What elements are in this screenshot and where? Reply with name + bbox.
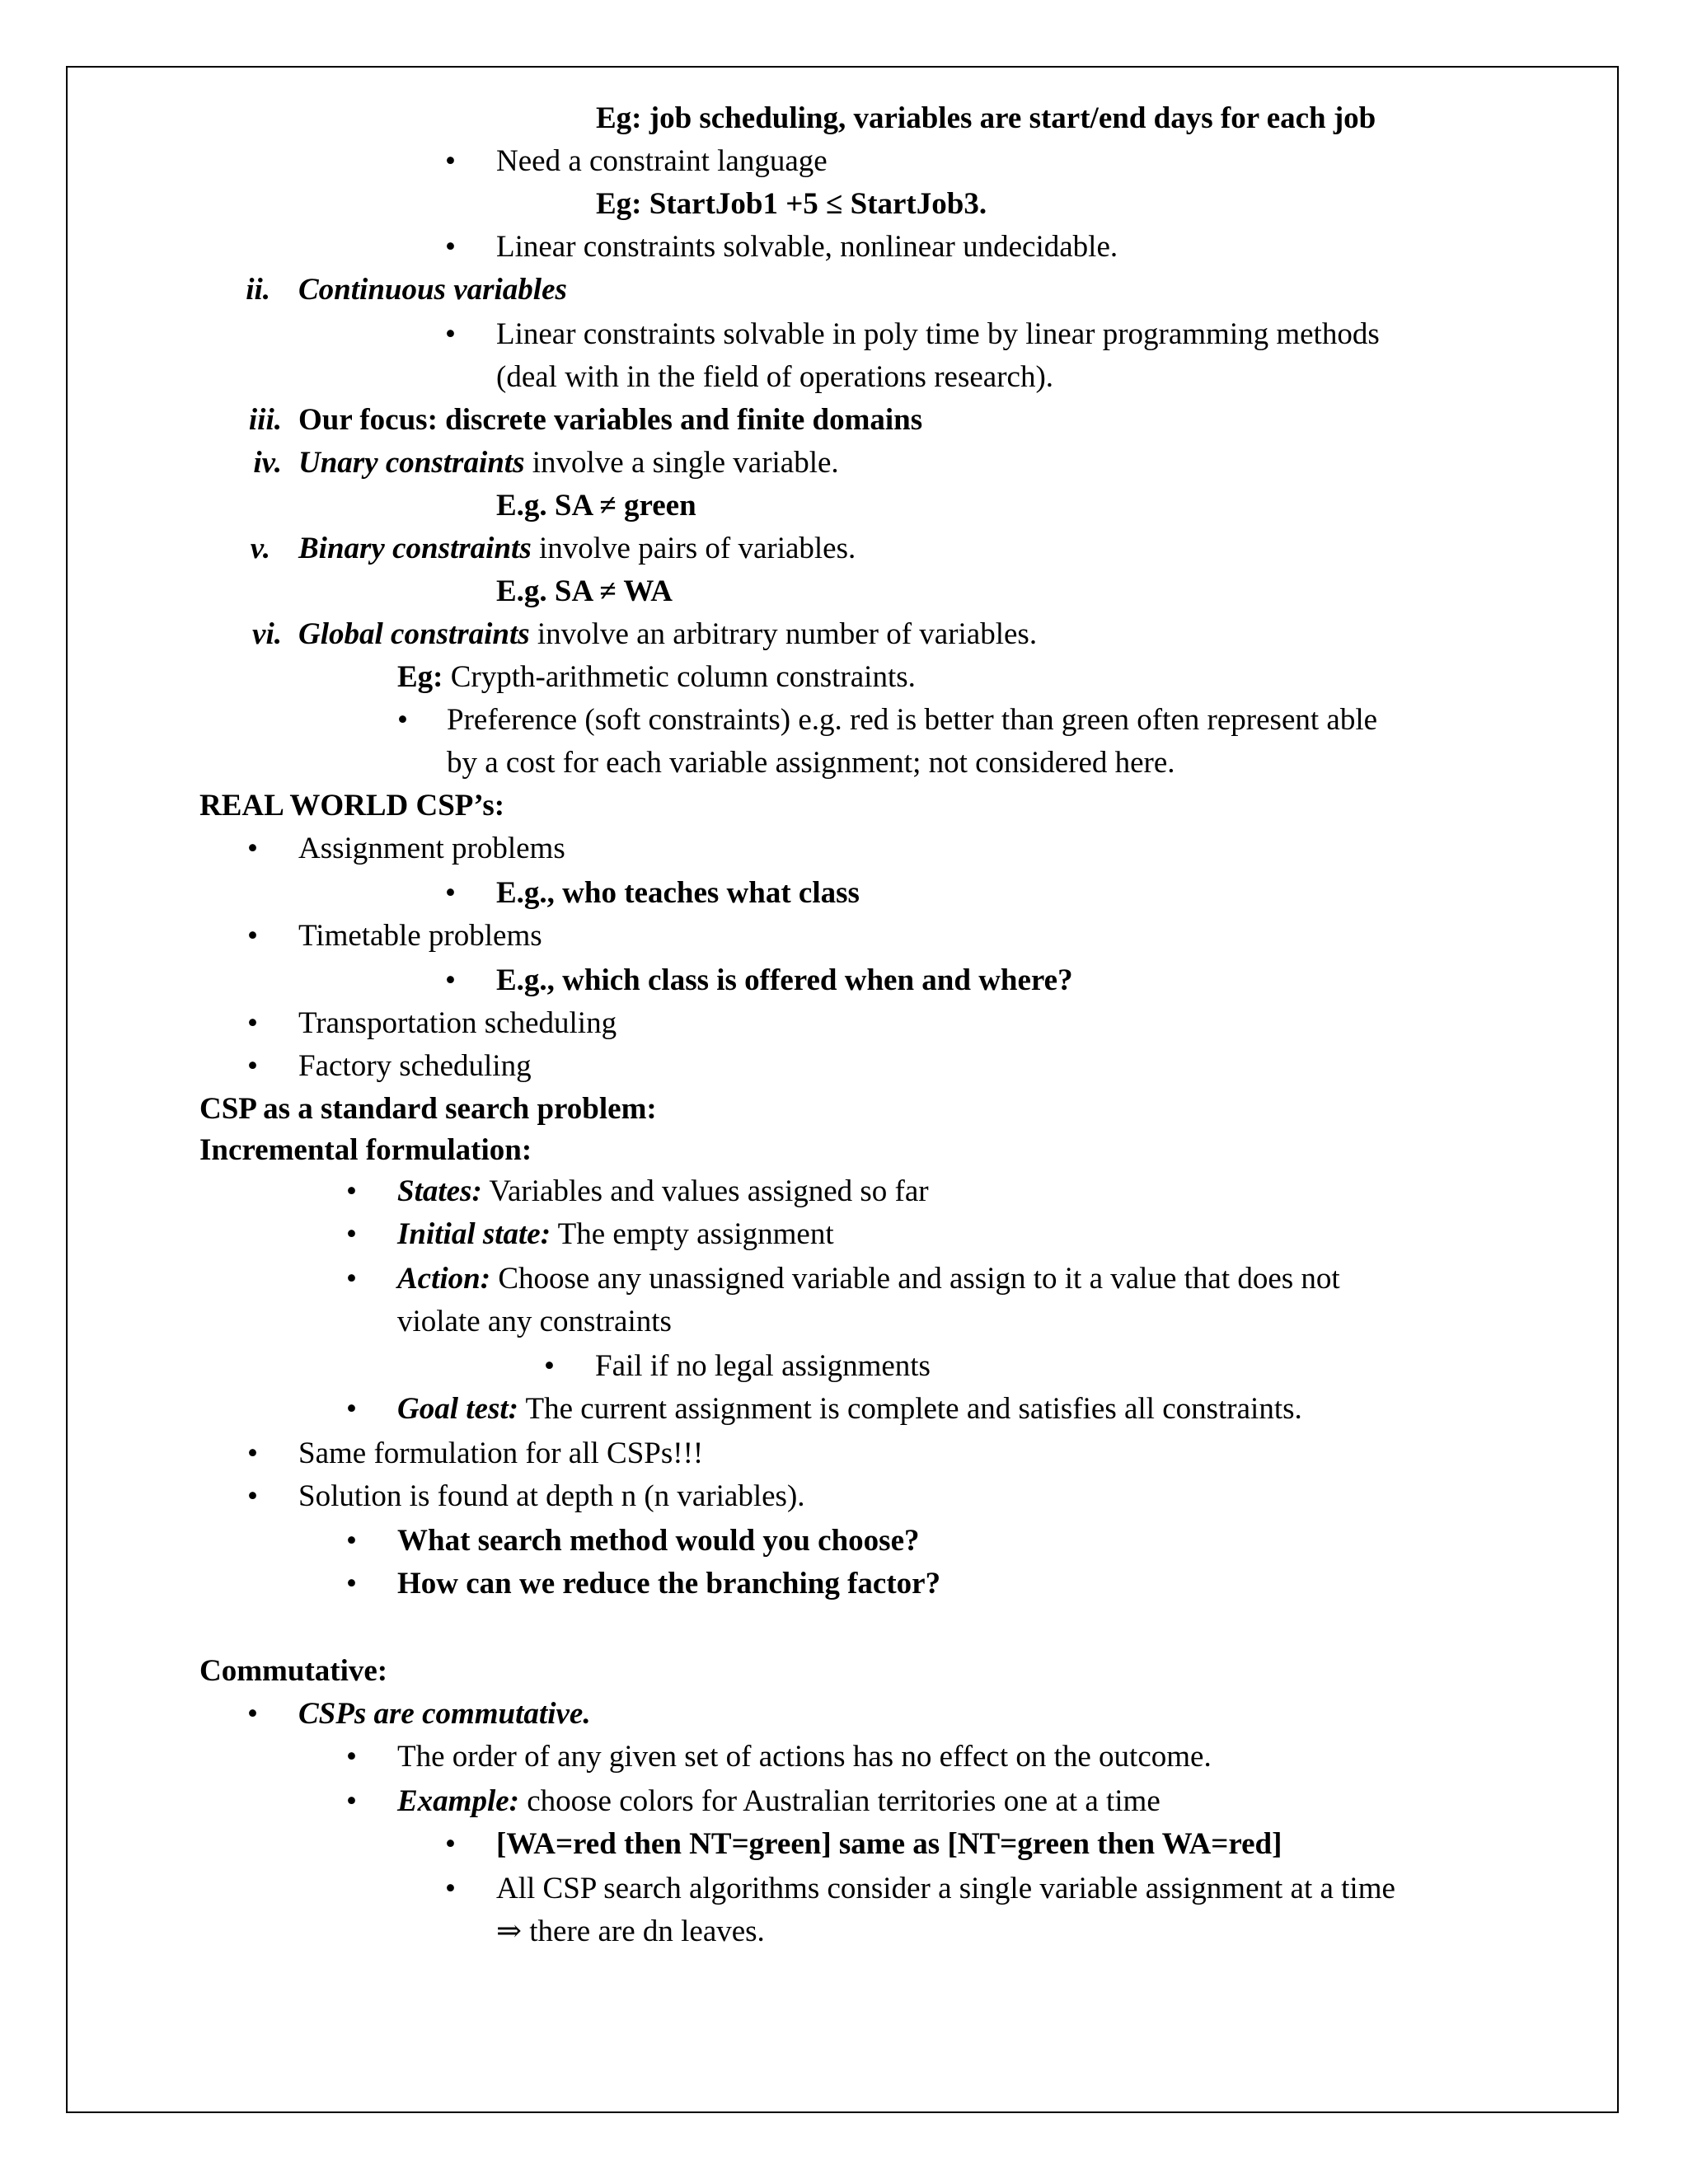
bullet: • bbox=[247, 919, 258, 953]
term-unary-constraints: Unary constraints bbox=[298, 446, 525, 480]
list-item: The order of any given set of actions has no effect on the outcome. bbox=[397, 1740, 1212, 1774]
example-sa-wa: E.g. SA ≠ WA bbox=[496, 574, 673, 608]
bullet: • bbox=[445, 230, 456, 264]
heading-our-focus: Our focus: discrete variables and finite domains bbox=[298, 403, 923, 437]
bullet: • bbox=[445, 144, 456, 178]
example-text: Crypth-arithmetic column constraints. bbox=[443, 660, 916, 694]
section-heading-commutative: Commutative: bbox=[199, 1654, 388, 1688]
bullet: • bbox=[346, 1262, 357, 1296]
term-binary-constraints: Binary constraints bbox=[298, 532, 532, 565]
list-item-continuation: (deal with in the field of operations research). bbox=[496, 360, 1054, 394]
definition-text: Variables and values assigned so far bbox=[481, 1174, 929, 1208]
term-action: Action: bbox=[397, 1262, 491, 1296]
bullet: • bbox=[445, 1872, 456, 1905]
goal-test-line bbox=[397, 1388, 1302, 1431]
list-item-continuation: violate any constraints bbox=[397, 1305, 672, 1338]
definition-text: The empty assignment bbox=[551, 1217, 834, 1251]
list-item: Factory scheduling bbox=[298, 1049, 532, 1083]
bullet: • bbox=[346, 1740, 357, 1774]
bullet: • bbox=[346, 1524, 357, 1558]
term-goal-test: Goal test: bbox=[397, 1392, 518, 1426]
list-item: All CSP search algorithms consider a single variable assignment at a time bbox=[496, 1872, 1395, 1905]
example-crypth-arithmetic bbox=[397, 656, 916, 699]
term-global-constraints: Global constraints bbox=[298, 617, 530, 651]
definition-text: choose colors for Australian territories one at a time bbox=[518, 1784, 1160, 1818]
example-job-scheduling: Eg: job scheduling, variables are start/end days for each job bbox=[596, 101, 1376, 135]
list-item: Linear constraints solvable in poly time by linear programming methods bbox=[496, 317, 1380, 351]
initial-state-line bbox=[397, 1213, 834, 1256]
heading-continuous-variables: Continuous variables bbox=[298, 273, 567, 307]
list-item: What search method would you choose? bbox=[397, 1524, 920, 1558]
roman-numeral: vi. bbox=[252, 617, 282, 651]
roman-numeral: iii. bbox=[248, 403, 282, 437]
bullet: • bbox=[397, 703, 408, 737]
list-item: CSPs are commutative. bbox=[298, 1697, 591, 1731]
list-item: Fail if no legal assignments bbox=[595, 1349, 931, 1383]
bullet: • bbox=[445, 963, 456, 997]
bullet: • bbox=[247, 1049, 258, 1083]
list-item: Solution is found at depth n (n variables). bbox=[298, 1479, 805, 1513]
bullet: • bbox=[445, 317, 456, 351]
term-states: States: bbox=[397, 1174, 482, 1208]
section-heading-standard-search: CSP as a standard search problem: bbox=[199, 1092, 657, 1126]
list-item: [WA=red then NT=green] same as [NT=green then WA=red] bbox=[496, 1827, 1282, 1861]
list-item: Need a constraint language bbox=[496, 144, 828, 178]
term-example: Example: bbox=[397, 1784, 519, 1818]
example-startjob: Eg: StartJob1 +5 ≤ StartJob3. bbox=[596, 187, 987, 221]
list-item: Preference (soft constraints) e.g. red is better than green often represent able bbox=[447, 703, 1378, 737]
definition-text: Choose any unassigned variable and assign to it a value that does not bbox=[490, 1262, 1340, 1296]
bullet: • bbox=[247, 1697, 258, 1731]
bullet: • bbox=[445, 876, 456, 910]
bullet: • bbox=[544, 1349, 555, 1383]
bullet: • bbox=[247, 832, 258, 865]
bullet: • bbox=[247, 1436, 258, 1470]
section-heading-incremental: Incremental formulation: bbox=[199, 1133, 532, 1167]
list-item: Linear constraints solvable, nonlinear undecidable. bbox=[496, 230, 1118, 264]
list-item: Transportation scheduling bbox=[298, 1006, 617, 1040]
list-item: Timetable problems bbox=[298, 919, 542, 953]
example-label: Eg: bbox=[397, 660, 443, 694]
bullet: • bbox=[346, 1567, 357, 1601]
binary-constraints-line bbox=[298, 527, 856, 570]
unary-constraints-line bbox=[298, 442, 839, 485]
list-item: E.g., which class is offered when and where? bbox=[496, 963, 1073, 997]
roman-numeral: ii. bbox=[246, 273, 270, 307]
definition-text: The current assignment is complete and satisfies all constraints. bbox=[518, 1392, 1302, 1426]
list-item-continuation: ⇒ there are dn leaves. bbox=[496, 1915, 765, 1948]
definition-text: involve a single variable. bbox=[524, 446, 839, 480]
bullet: • bbox=[346, 1784, 357, 1818]
bullet: • bbox=[346, 1392, 357, 1426]
list-item: How can we reduce the branching factor? bbox=[397, 1567, 941, 1601]
definition-text: involve pairs of variables. bbox=[531, 532, 856, 565]
term-initial-state: Initial state: bbox=[397, 1217, 551, 1251]
bullet: • bbox=[247, 1006, 258, 1040]
list-item-continuation: by a cost for each variable assignment; not considered here. bbox=[447, 746, 1175, 780]
list-item: E.g., who teaches what class bbox=[496, 876, 860, 910]
bullet: • bbox=[247, 1479, 258, 1513]
list-item: Assignment problems bbox=[298, 832, 565, 865]
section-heading-real-world-csps: REAL WORLD CSP’s: bbox=[199, 789, 505, 823]
definition-text: involve an arbitrary number of variables. bbox=[529, 617, 1038, 651]
roman-numeral: iv. bbox=[253, 446, 282, 480]
example-line bbox=[397, 1780, 1160, 1823]
list-item: Same formulation for all CSPs!!! bbox=[298, 1436, 704, 1470]
bullet: • bbox=[346, 1174, 357, 1208]
states-line bbox=[397, 1170, 929, 1213]
bullet: • bbox=[346, 1217, 357, 1251]
bullet: • bbox=[445, 1827, 456, 1861]
action-line bbox=[397, 1258, 1340, 1301]
global-constraints-line bbox=[298, 613, 1037, 656]
example-sa-green: E.g. SA ≠ green bbox=[496, 489, 696, 523]
roman-numeral: v. bbox=[250, 532, 270, 565]
